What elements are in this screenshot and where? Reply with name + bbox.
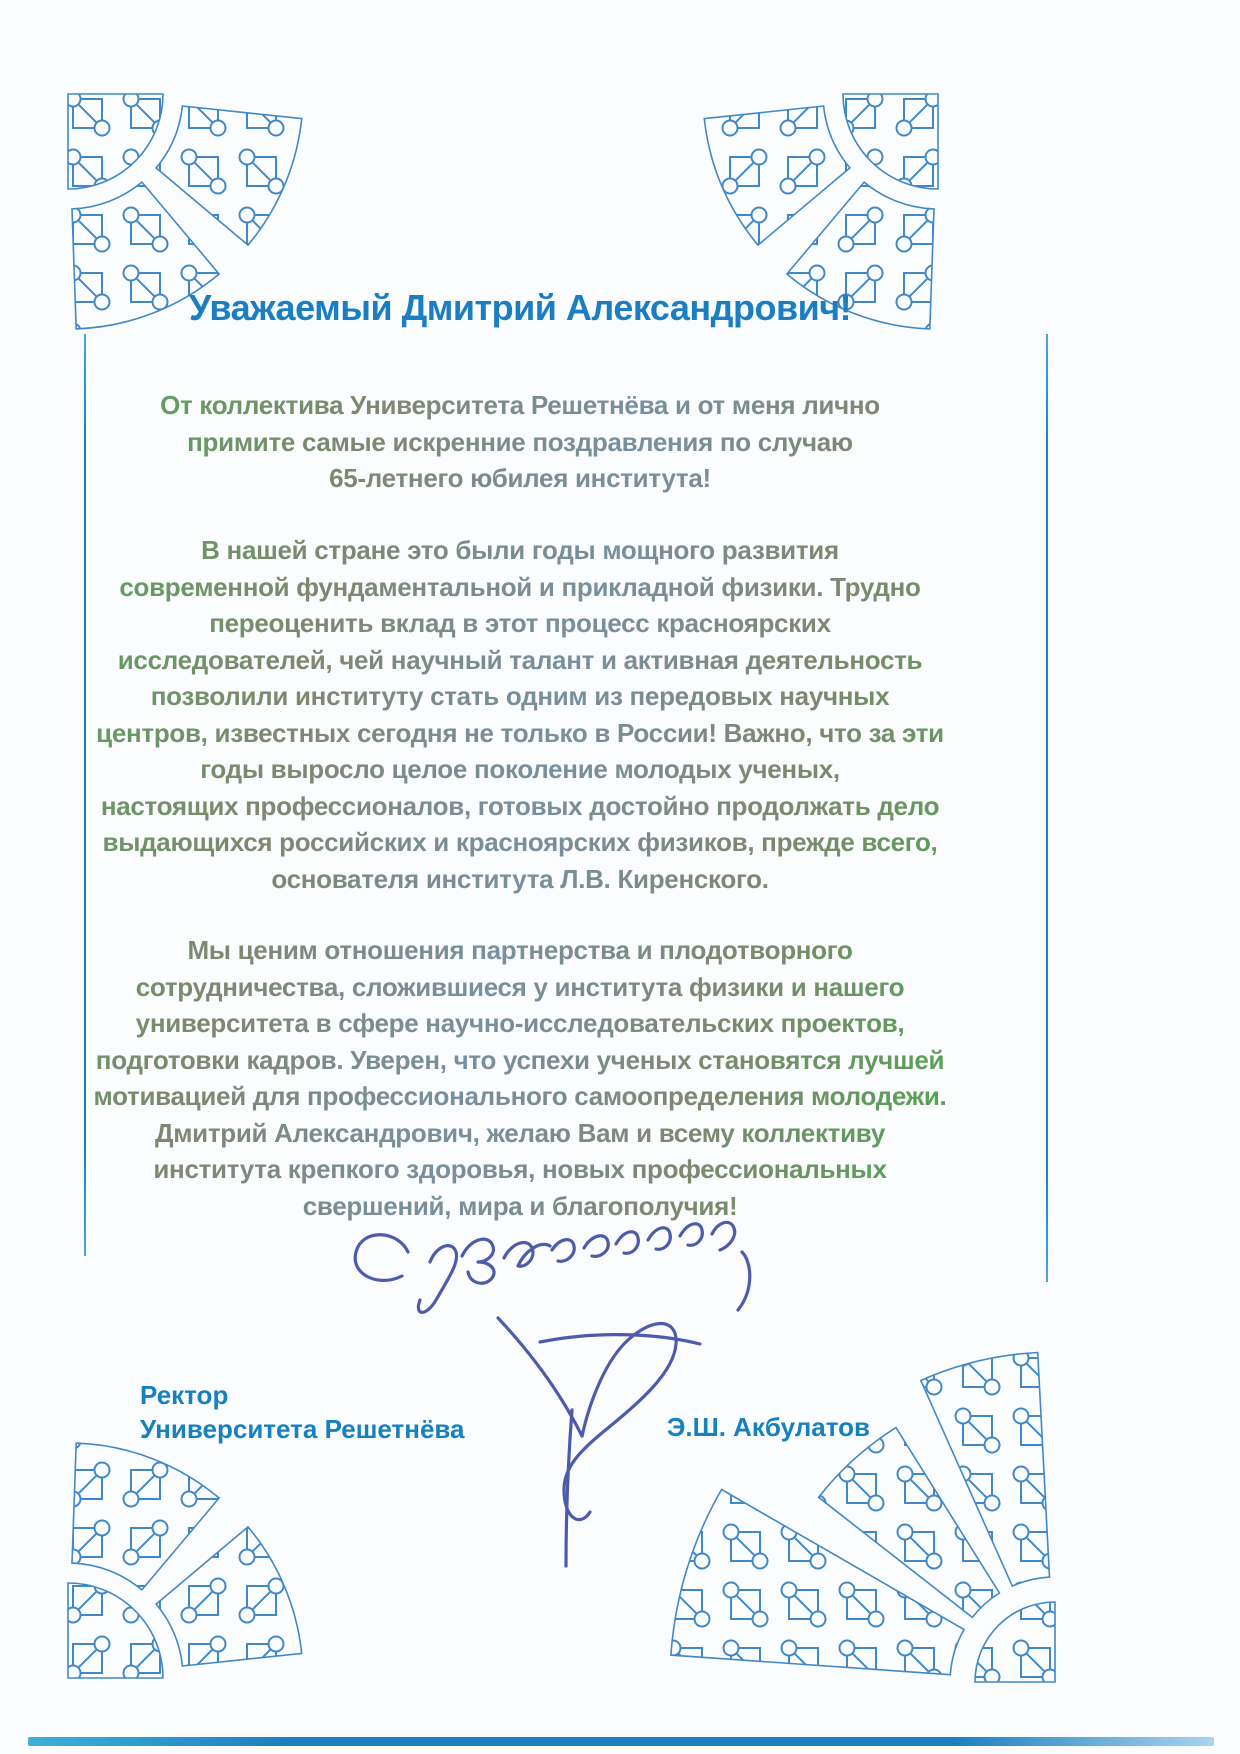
letter-line: выдающихся российских и красноярских физиков, прежде всего, <box>80 824 960 861</box>
letter-line: Мы ценим отношения партнерства и плодотворного <box>80 932 960 969</box>
signer-position-line1: Ректор <box>140 1380 229 1410</box>
paragraph-greeting <box>80 387 960 497</box>
letter-line: годы выросло целое поколение молодых ученых, <box>80 751 960 788</box>
letter-line: примите самые искренние поздравления по случаю <box>80 424 960 461</box>
signer-position <box>140 1378 465 1446</box>
paragraph-wishes <box>80 932 960 1224</box>
letter-line: исследователей, чей научный талант и активная деятельность <box>80 642 960 679</box>
letter-line: свершений, мира и благополучия! <box>80 1188 960 1225</box>
letter-line: подготовки кадров. Уверен, что успехи ученых становятся лучшей <box>80 1042 960 1079</box>
letter-line: позволили институту стать одним из передовых научных <box>80 678 960 715</box>
letter-line: В нашей стране это были годы мощного развития <box>80 532 960 569</box>
letter-line: современной фундаментальной и прикладной физики. Трудно <box>80 569 960 606</box>
circuit-ornament-bottom-left <box>58 1432 314 1688</box>
letter-line: основателя института Л.В. Киренского. <box>80 861 960 898</box>
signer-position-line2: Университета Решетнёва <box>140 1414 465 1444</box>
signer-name: Э.Ш. Акбулатов <box>666 1412 870 1442</box>
letter-line: сотрудничества, сложившиеся у института физики и нашего <box>80 969 960 1006</box>
bottom-accent-bar <box>28 1737 1214 1746</box>
letter-line: института крепкого здоровья, новых профессиональных <box>80 1151 960 1188</box>
letter-line: университета в сфере научно-исследовательских проектов, <box>80 1005 960 1042</box>
letter-line: центров, известных сегодня не только в России! Важно, что за эти <box>80 715 960 752</box>
letter-title: Уважаемый Дмитрий Александрович! <box>188 287 852 328</box>
paragraph-history <box>80 532 960 897</box>
letter-line: переоценить вклад в этот процесс красноярских <box>80 605 960 642</box>
letter-line: настоящих профессионалов, готовых достойно продолжать дело <box>80 788 960 825</box>
handwritten-closing-text <box>0 0 1 1</box>
letter-line: 65-летнего юбилея института! <box>80 460 960 497</box>
letter-line: мотивацией для профессионального самоопределения молодежи. <box>80 1078 960 1115</box>
letter-line: Дмитрий Александрович, желаю Вам и всему коллективу <box>80 1115 960 1152</box>
right-edge-rule <box>1046 334 1048 1282</box>
letter-line: От коллектива Университета Решетнёва и от меня лично <box>80 387 960 424</box>
